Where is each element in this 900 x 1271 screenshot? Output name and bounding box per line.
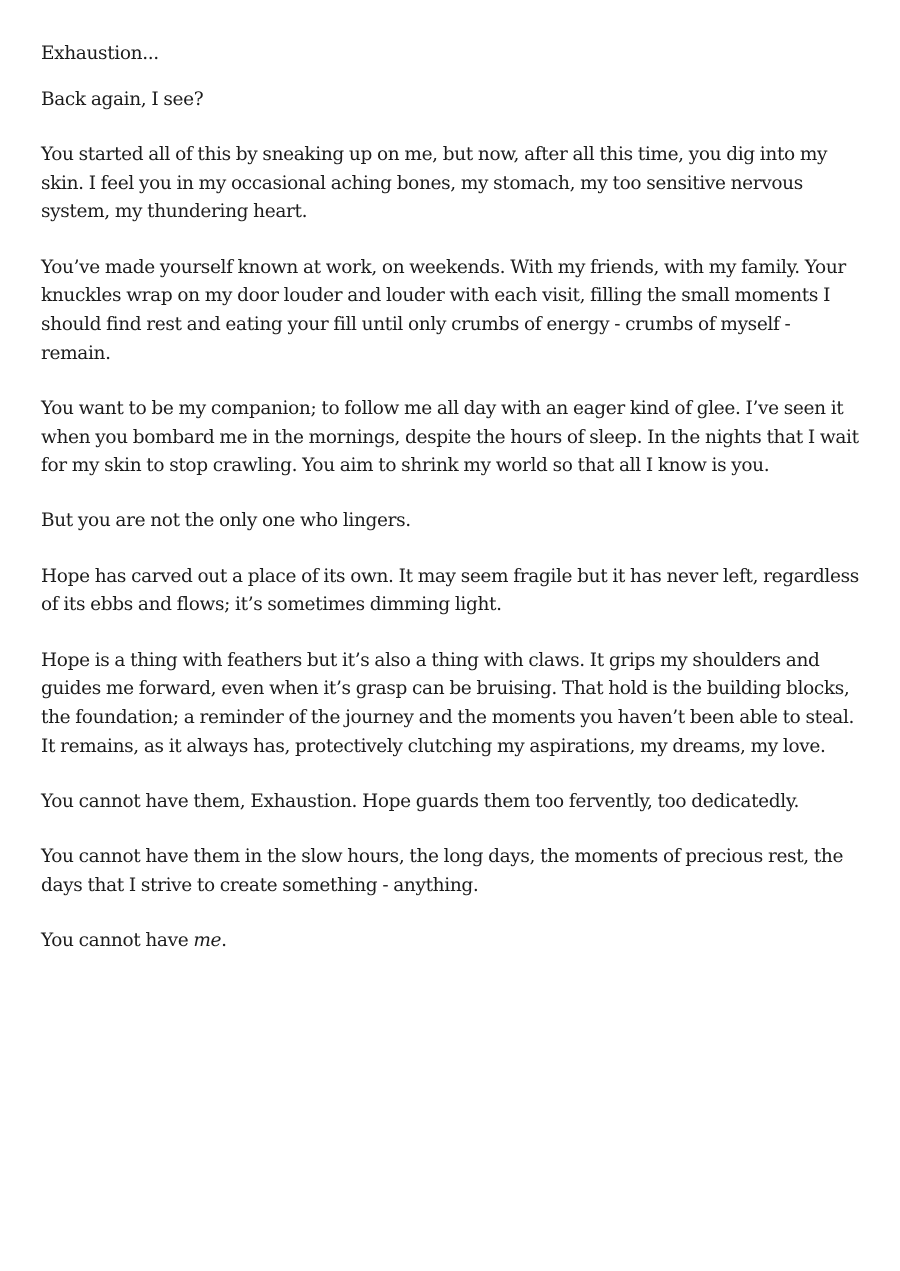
closing-text-before: You cannot have	[41, 929, 194, 951]
closing-line	[41, 927, 861, 956]
paragraph-5: But you are not the only one who lingers.	[41, 510, 411, 532]
document-body	[41, 40, 861, 982]
paragraph-4: You want to be my companion; to follow me all day with an eager kind of glee. I’ve seen it when you bombard me in the mornings, despite the hours of sleep. In the nights that I wait for my skin to stop crawling. You aim to shrink my world so that all I know is you.	[41, 397, 859, 477]
paragraph-6: Hope has carved out a place of its own. It may seem fragile but it has never left, regardless of its ebbs and flows; it’s sometimes dimming light.	[41, 565, 859, 616]
paragraph-1: Back again, I see?	[41, 88, 204, 110]
paragraph-3: You’ve made yourself known at work, on weekends. With my friends, with my family. Your knuckles wrap on my door louder and louder with each visit, filling the small moments I should find rest and eating your fill until only crumbs of energy - crumbs of myself - remain.	[41, 256, 846, 364]
document-title: Exhaustion...	[41, 43, 159, 64]
closing-text-after: .	[221, 929, 227, 951]
paragraph-7: Hope is a thing with feathers but it’s also a thing with claws. It grips my shoulders and guides me forward, even when it’s grasp can be bruising. That hold is the building blocks, the foundation; a reminder of the journey and the moments you haven’t been able to steal. It remains, as it always has, protectively clutching my aspirations, my dreams, my love.	[41, 649, 855, 757]
paragraph-9: You cannot have them in the slow hours, the long days, the moments of precious rest, the days that I strive to create something - anything.	[41, 846, 844, 896]
paragraph-2: You started all of this by sneaking up on me, but now, after all this time, you dig into my skin. I feel you in my occasional aching bones, my stomach, my too sensitive nervous system, my thundering heart.	[41, 143, 828, 223]
paragraph-8: You cannot have them, Exhaustion. Hope guards them too fervently, too dedicatedly.	[41, 790, 800, 812]
closing-emphasis: me	[193, 929, 222, 951]
